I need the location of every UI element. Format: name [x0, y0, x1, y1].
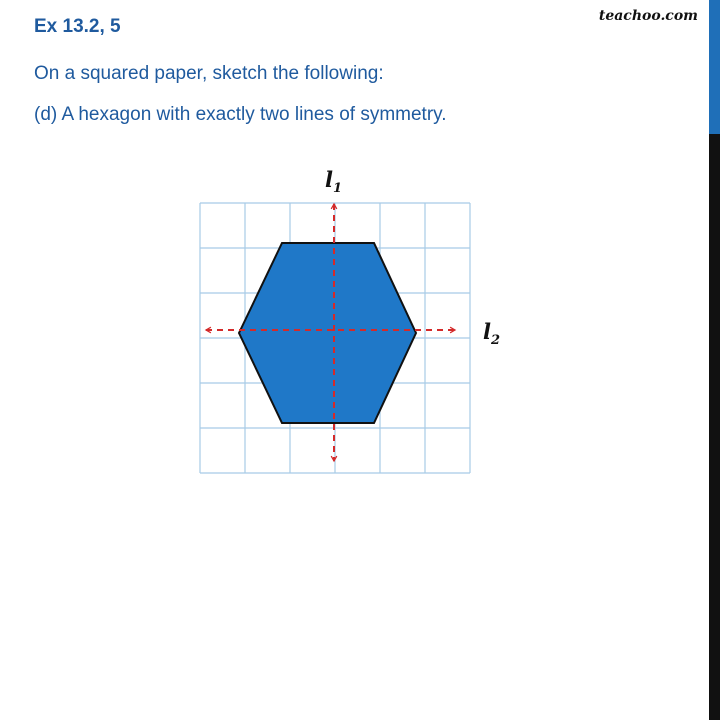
line-l1-label: $l_1$: [325, 167, 343, 196]
exercise-title: Ex 13.2, 5: [34, 16, 121, 37]
question-part-d: (d) A hexagon with exactly two lines of symmetry.: [34, 104, 447, 125]
line-l2-label: $l_2$: [483, 319, 501, 348]
hexagon-shape: [239, 243, 416, 423]
brand-logo[interactable]: teachoo.com: [598, 8, 698, 24]
question-instruction: On a squared paper, sketch the following:: [34, 63, 384, 84]
